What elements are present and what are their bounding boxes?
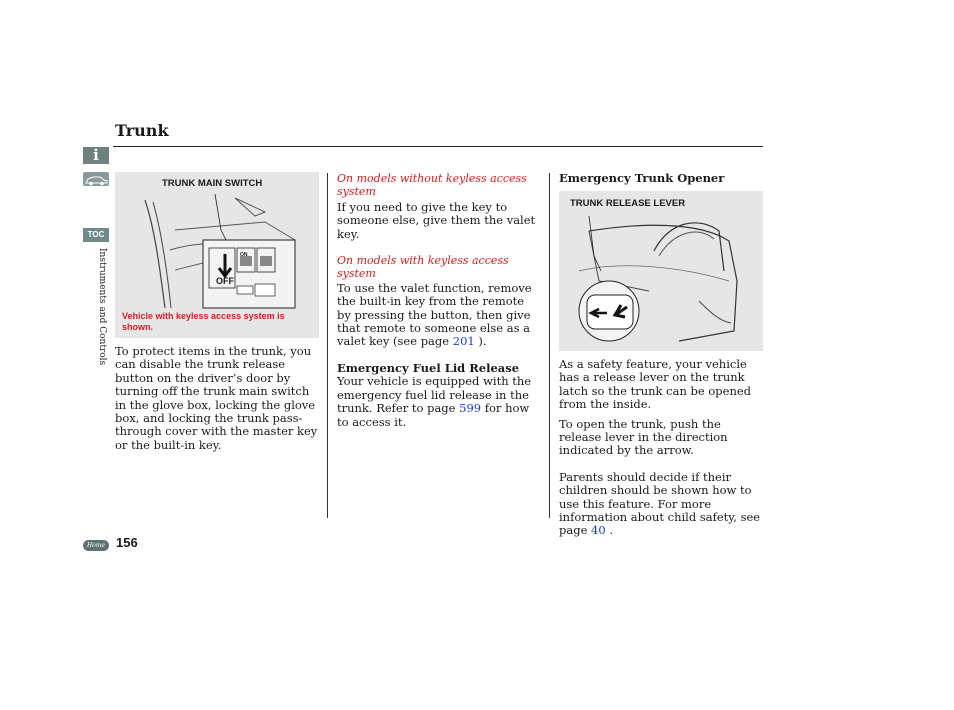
switch-off-label: OFF <box>216 276 234 286</box>
child-safety-text: Parents should decide if their children should be shown how to use this feature. For more information about child safety, see page <box>559 469 761 538</box>
figure-caption: Vehicle with keyless access system is shown. <box>122 311 285 332</box>
valet-function-paragraph <box>337 282 537 349</box>
column-divider <box>327 173 328 518</box>
open-trunk-paragraph: To open the trunk, push the release lever in the direction indicated by the arrow. <box>559 416 728 458</box>
trunk-release-lever-figure <box>559 191 763 351</box>
trunk-main-switch-figure <box>115 172 319 338</box>
section-label: Instruments and Controls <box>97 248 107 366</box>
car-icon[interactable] <box>83 172 109 186</box>
note-without-keyless: On models without keyless access system <box>337 172 527 199</box>
emergency-trunk-opener-heading: Emergency Trunk Opener <box>559 171 725 185</box>
trunk-interior-illustration <box>559 211 763 351</box>
switch-on-label: ON <box>240 252 248 258</box>
page-number: 156 <box>116 535 138 550</box>
column-2-text <box>337 172 537 429</box>
column-3-text <box>559 358 765 538</box>
fuel-lid-text: Your vehicle is equipped with the emergency fuel lid release in the trunk. Refer to page <box>337 374 532 416</box>
car-outline-icon <box>83 173 109 187</box>
page-title: Trunk <box>115 121 169 140</box>
valet-function-end: ). <box>474 334 487 349</box>
fuel-lid-heading: Emergency Fuel Lid Release <box>337 360 520 375</box>
child-safety-end: . <box>605 523 613 538</box>
title-rule <box>113 146 763 147</box>
figure-label: TRUNK MAIN SWITCH <box>162 178 263 189</box>
page-link-599[interactable]: 599 <box>459 401 482 416</box>
column-divider <box>549 173 550 518</box>
home-icon[interactable]: Home <box>83 540 109 551</box>
valet-key-paragraph: If you need to give the key to someone else, give them the valet key. <box>337 199 536 241</box>
toc-icon[interactable]: TOC <box>83 228 109 242</box>
valet-function-text: To use the valet function, remove the built-in key from the remote by pressing the button, then give that remote to someone else as a valet key (see page <box>337 280 532 349</box>
note-with-keyless: On models with keyless access system <box>337 254 509 281</box>
glove-box-illustration <box>115 190 319 310</box>
page-link-40[interactable]: 40 <box>591 523 606 538</box>
trunk-protection-paragraph: To protect items in the trunk, you can disable the trunk release button on the driver’s door by turning off the trunk main switch in the glove box, locking the glove box, and locking the trunk pass-through cover with the master key or the built-in key. <box>115 344 318 452</box>
child-safety-paragraph <box>559 471 765 538</box>
column-1-text <box>115 345 321 452</box>
fuel-lid-paragraph <box>337 375 537 429</box>
info-icon[interactable]: i <box>83 147 109 164</box>
safety-feature-paragraph: As a safety feature, your vehicle has a release lever on the trunk latch so the trunk can be opened from the inside. <box>559 357 752 412</box>
figure-label: TRUNK RELEASE LEVER <box>570 198 686 209</box>
fuel-lid-end: for how to access it. <box>337 401 530 429</box>
page-link-201[interactable]: 201 <box>452 334 475 349</box>
